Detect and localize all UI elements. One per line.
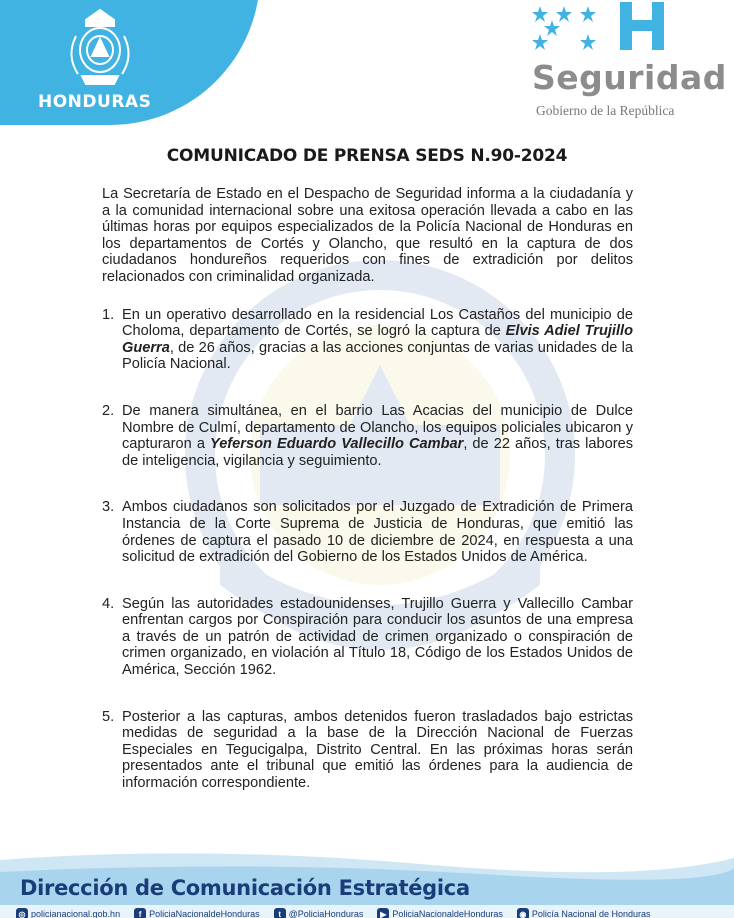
item-text: Ambos ciudadanos son solicitados por el Juzgado de Extradición de Primera Instancia de la Corte Suprema de Justicia de Honduras, que emitió las órdenes de captura el pasado 10 de diciembre de 2024, en respuesta a una solicitud de extradición del Gobierno de los Estados Unidos de América. [122,499,633,566]
social-link-facebook[interactable]: f PoliciaNacionaldeHonduras [134,908,260,918]
letterhead [0,0,734,130]
item-number: 1. [102,306,115,323]
item-number: 3. [102,499,115,516]
footer-title: Dirección de Comunicación Estratégica [20,876,470,900]
globe-icon: ◎ [16,908,28,918]
honduras-label: HONDURAS [38,92,152,112]
stars-icon [530,4,610,54]
social-link-instagram[interactable]: ◉ Policía Nacional de Honduras [517,908,651,918]
social-link-youtube[interactable]: ▶ PoliciaNacionaldeHonduras [377,908,503,918]
coat-of-arms-icon [60,6,140,88]
list-item [102,709,633,792]
instagram-icon: ◉ [517,908,529,918]
h-logo-icon [618,0,666,52]
list-item [102,307,633,373]
twitter-icon: t [274,908,286,918]
item-text: En un operativo desarrollado en la residencial Los Castaños del municipio de Choloma, departamento de Cortés, se logró la captura de Elvis Adiel Trujillo Guerra, de 26 años, gracias a las acciones conjuntas de varias unidades de la Policía Nacional. [122,306,633,373]
item-number: 4. [102,595,115,612]
item-number: 5. [102,708,115,725]
press-release-body [102,186,633,822]
social-link-web[interactable]: ◎ policianacional.gob.hn [16,908,120,918]
gobierno-subtitle: Gobierno de la República [536,103,675,118]
seguridad-logo [530,0,734,130]
item-text: De manera simultánea, en el barrio Las Acacias del municipio de Dulce Nombre de Culmí, departamento de Olancho, los equipos policiales ubicaron y capturaron a Yeferson Eduardo Vallecillo Cambar, de 22 años, tras labores de inteligencia, vigilancia y seguimiento. [122,402,633,469]
page-title: COMUNICADO DE PRENSA SEDS N.90-2024 [166,146,568,166]
person-name: Yeferson Eduardo Vallecillo Cambar [210,436,464,453]
facebook-icon: f [134,908,146,918]
item-number: 2. [102,402,115,419]
social-links [0,908,734,918]
item-text: Según las autoridades estadounidenses, Trujillo Guerra y Vallecillo Cambar enfrentan cargos por Conspiración para conducir los asuntos de una empresa a través de un patrón de actividad de crimen organizado o conspiración de crimen organizado, en violación al Título 18, Código de los Estados Unidos de América, Sección 1962. [122,595,633,679]
list-item [102,596,633,679]
intro-paragraph: La Secretaría de Estado en el Despacho de Seguridad informa a la ciudadanía y a la comunidad internacional sobre una exitosa operación llevada a cabo en las últimas horas por equipos especializados de la Policía Nacional de Honduras en los departamentos de Cortés y Olancho, que resultó en la captura de dos ciudadanos hondureños requeridos con fines de extradición por delitos relacionados con criminalidad organizada. [102,186,633,285]
list-item [102,499,633,565]
list-item [102,403,633,469]
seguridad-wordmark: Seguridad [532,58,727,97]
youtube-icon: ▶ [377,908,389,918]
social-link-twitter[interactable]: t @PoliciaHonduras [274,908,364,918]
item-text: Posterior a las capturas, ambos detenidos fueron trasladados bajo estrictas medidas de seguridad a la base de la Dirección Nacional de Fuerzas Especiales en Tegucigalpa, Distrito Central. En las próximas horas serán presentados ante el tribunal que emitió las órdenes para la audiencia de información correspondiente. [122,708,633,792]
footer [0,850,734,918]
person-name: Elvis Adiel Trujillo Guerra [122,323,633,356]
